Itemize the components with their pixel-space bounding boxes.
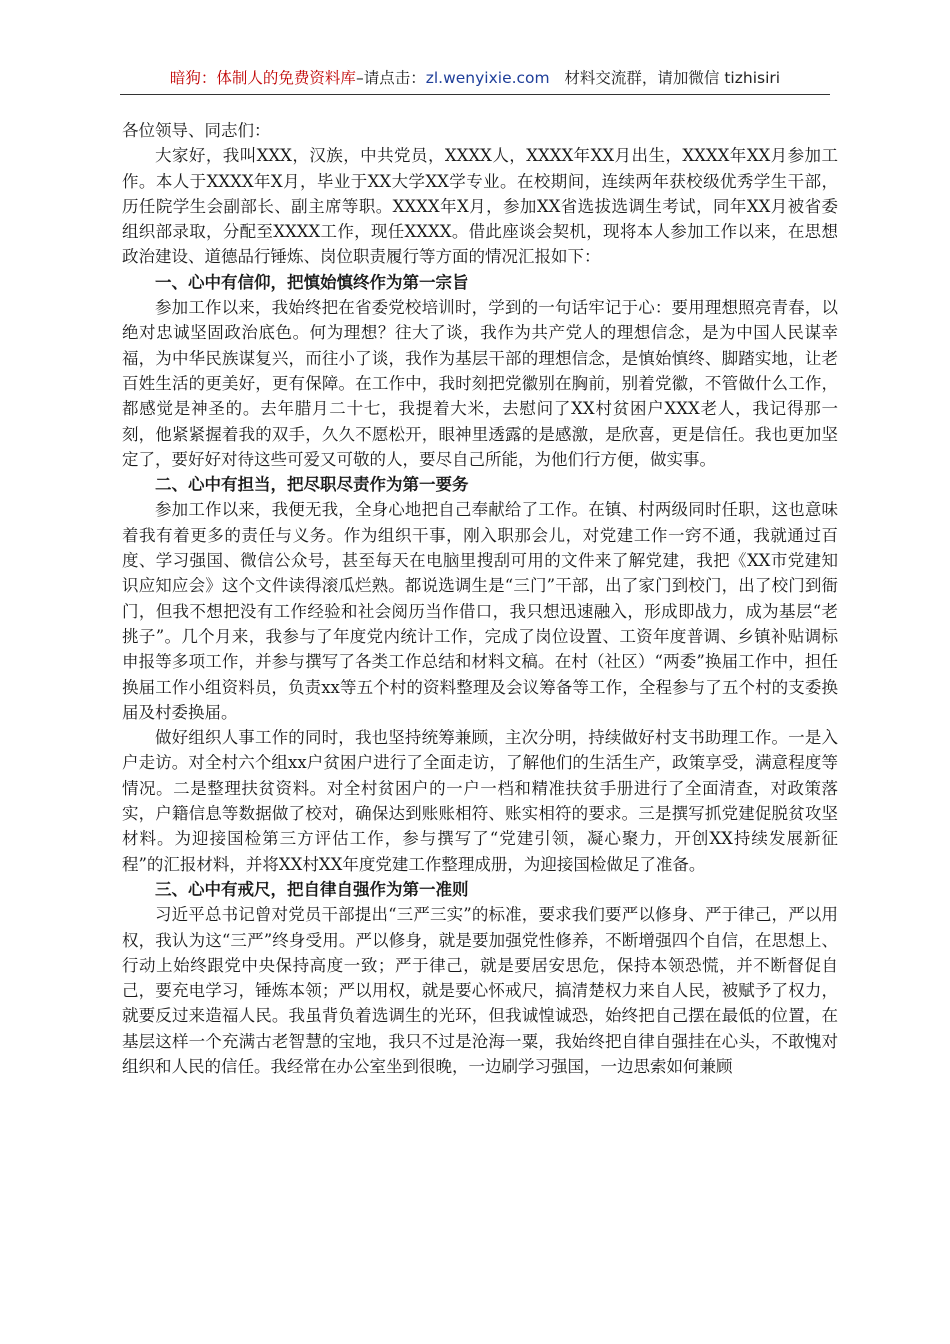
- header-brand: 暗狗：体制人的免费资料库: [169, 69, 356, 87]
- section-2-paragraph-2: 做好组织人事工作的同时，我也坚持统筹兼顾，主次分明，持续做好村支书助理工作。一是入户走访。对全村六个组xx户贫困户进行了全面走访，了解他们的生活生产，政策享受，满意程度等情况。二是整理扶贫资料。对全村贫困户的一户一档和精准扶贫手册进行了全面清查，对政策落实，户籍信息等数据做了校对，确保达到账账相符、账实相符的要求。三是撰写抓党建促脱贫攻坚材料。为迎接国检第三方评估工作，参与撰写了“党建引领，凝心聚力，开创XX持续发展新征程”的汇报材料，并将XX村XX年度党建工作整理成册，为迎接国检做足了准备。: [122, 728, 838, 874]
- header-click-prompt: –请点击：: [355, 69, 426, 87]
- header-divider: [120, 94, 830, 95]
- section-1-heading: 一、心中有信仰，把慎始慎终作为第一宗旨: [155, 272, 469, 292]
- section-2-paragraph-1: 参加工作以来，我便无我，全身心地把自己奉献给了工作。在镇、村两级同时任职，这也意味着我有着更多的责任与义务。作为组织干事，刚入职那会儿，对党建工作一窍不通，我就通过百度、学习强国、微信公众号，甚至每天在电脑里搜刮可用的文件来了解党建，我把《XX市党建知识应知应会》这个文件读得滚瓜烂熟。都说选调生是“三门”干部，出了家门到校门，出了校门到衙门，但我不想把没有工作经验和社会阅历当作借口，我只想迅速融入，形成即战力，成为基层“老挑子”。几个月来，我参与了年度党内统计工作，完成了岗位设置、工资年度普调、乡镇补贴调标申报等多项工作，并参与撰写了各类工作总结和材料文稿。在村（社区）“两委”换届工作中，担任换届工作小组资料员，负责xx等五个村的资料整理及会议筹备等工作，全程参与了五个村的支委换届及村委换届。: [122, 500, 838, 722]
- page-header: [120, 66, 830, 90]
- section-2-heading: 二、心中有担当，把尽职尽责作为第一要务: [155, 475, 469, 495]
- salutation: 各位领导、同志们：: [122, 121, 271, 140]
- section-1-paragraph: 参加工作以来，我始终把在省委党校培训时，学到的一句话牢记于心：要用理想照亮青春，以绝对忠诚坚固政治底色。何为理想？往大了谈，我作为共产党人的理想信念，是为中国人民谋幸福，为中华民族谋复兴，而往小了谈，我作为基层干部的理想信念，是慎始慎终、脚踏实地，让老百姓生活的更美好，更有保障。在工作中，我时刻把党徽别在胸前，别着党徽，不管做什么工作，都感觉是神圣的。去年腊月二十七，我提着大米，去慰问了XX村贫困户XXX老人，我记得那一刻，他紧紧握着我的双手，久久不愿松开，眼神里透露的是感激，是欣喜，更是信任。我也更加坚定了，要好好对待这些可爱又可敬的人，要尽自己所能，为他们行方便，做实事。: [122, 298, 838, 469]
- header-contact: 材料交流群，请加微信 tizhisiri: [564, 69, 781, 87]
- header-url-link[interactable]: zl.wenyixie.com: [425, 69, 550, 87]
- section-3-heading: 三、心中有戒尺，把自律自强作为第一准则: [155, 879, 469, 899]
- section-3-paragraph: 习近平总书记曾对党员干部提出“三严三实”的标准，要求我们要严以修身、严于律己，严以用权，我认为这“三严”终身受用。严以修身，就是要加强党性修养，不断增强四个自信，在思想上、行动上始终跟党中央保持高度一致；严于律己，就是要居安思危，保持本领恐慌，并不断督促自己，要充电学习，锤炼本领；严以用权，就是要心怀戒尺，搞清楚权力来自人民，被赋予了权力，就要反过来造福人民。我虽背负着选调生的光环，但我诚惶诚恐，始终把自己摆在最低的位置，在基层这样一个充满古老智慧的宝地，我只不过是沧海一粟，我始终把自律自强挂在心头，不敢愧对组织和人民的信任。我经常在办公室坐到很晚，一边刷学习强国，一边思索如何兼顾: [122, 905, 838, 1076]
- intro-paragraph: 大家好，我叫XXX，汉族，中共党员，XXXX人，XXXX年XX月出生，XXXX年XX月参加工作。本人于XXXX年X月，毕业于XX大学XX学专业。在校期间，连续两年获校级优秀学生干部，历任院学生会副部长、副主席等职。XXXX年X月，参加XX省选拔选调生考试，同年XX月被省委组织部录取，分配至XXXX工作，现任XXXX。借此座谈会契机，现将本人参加工作以来，在思想政治建设、道德品行锤炼、岗位职责履行等方面的情况汇报如下：: [122, 146, 838, 267]
- document-body: [122, 118, 838, 1079]
